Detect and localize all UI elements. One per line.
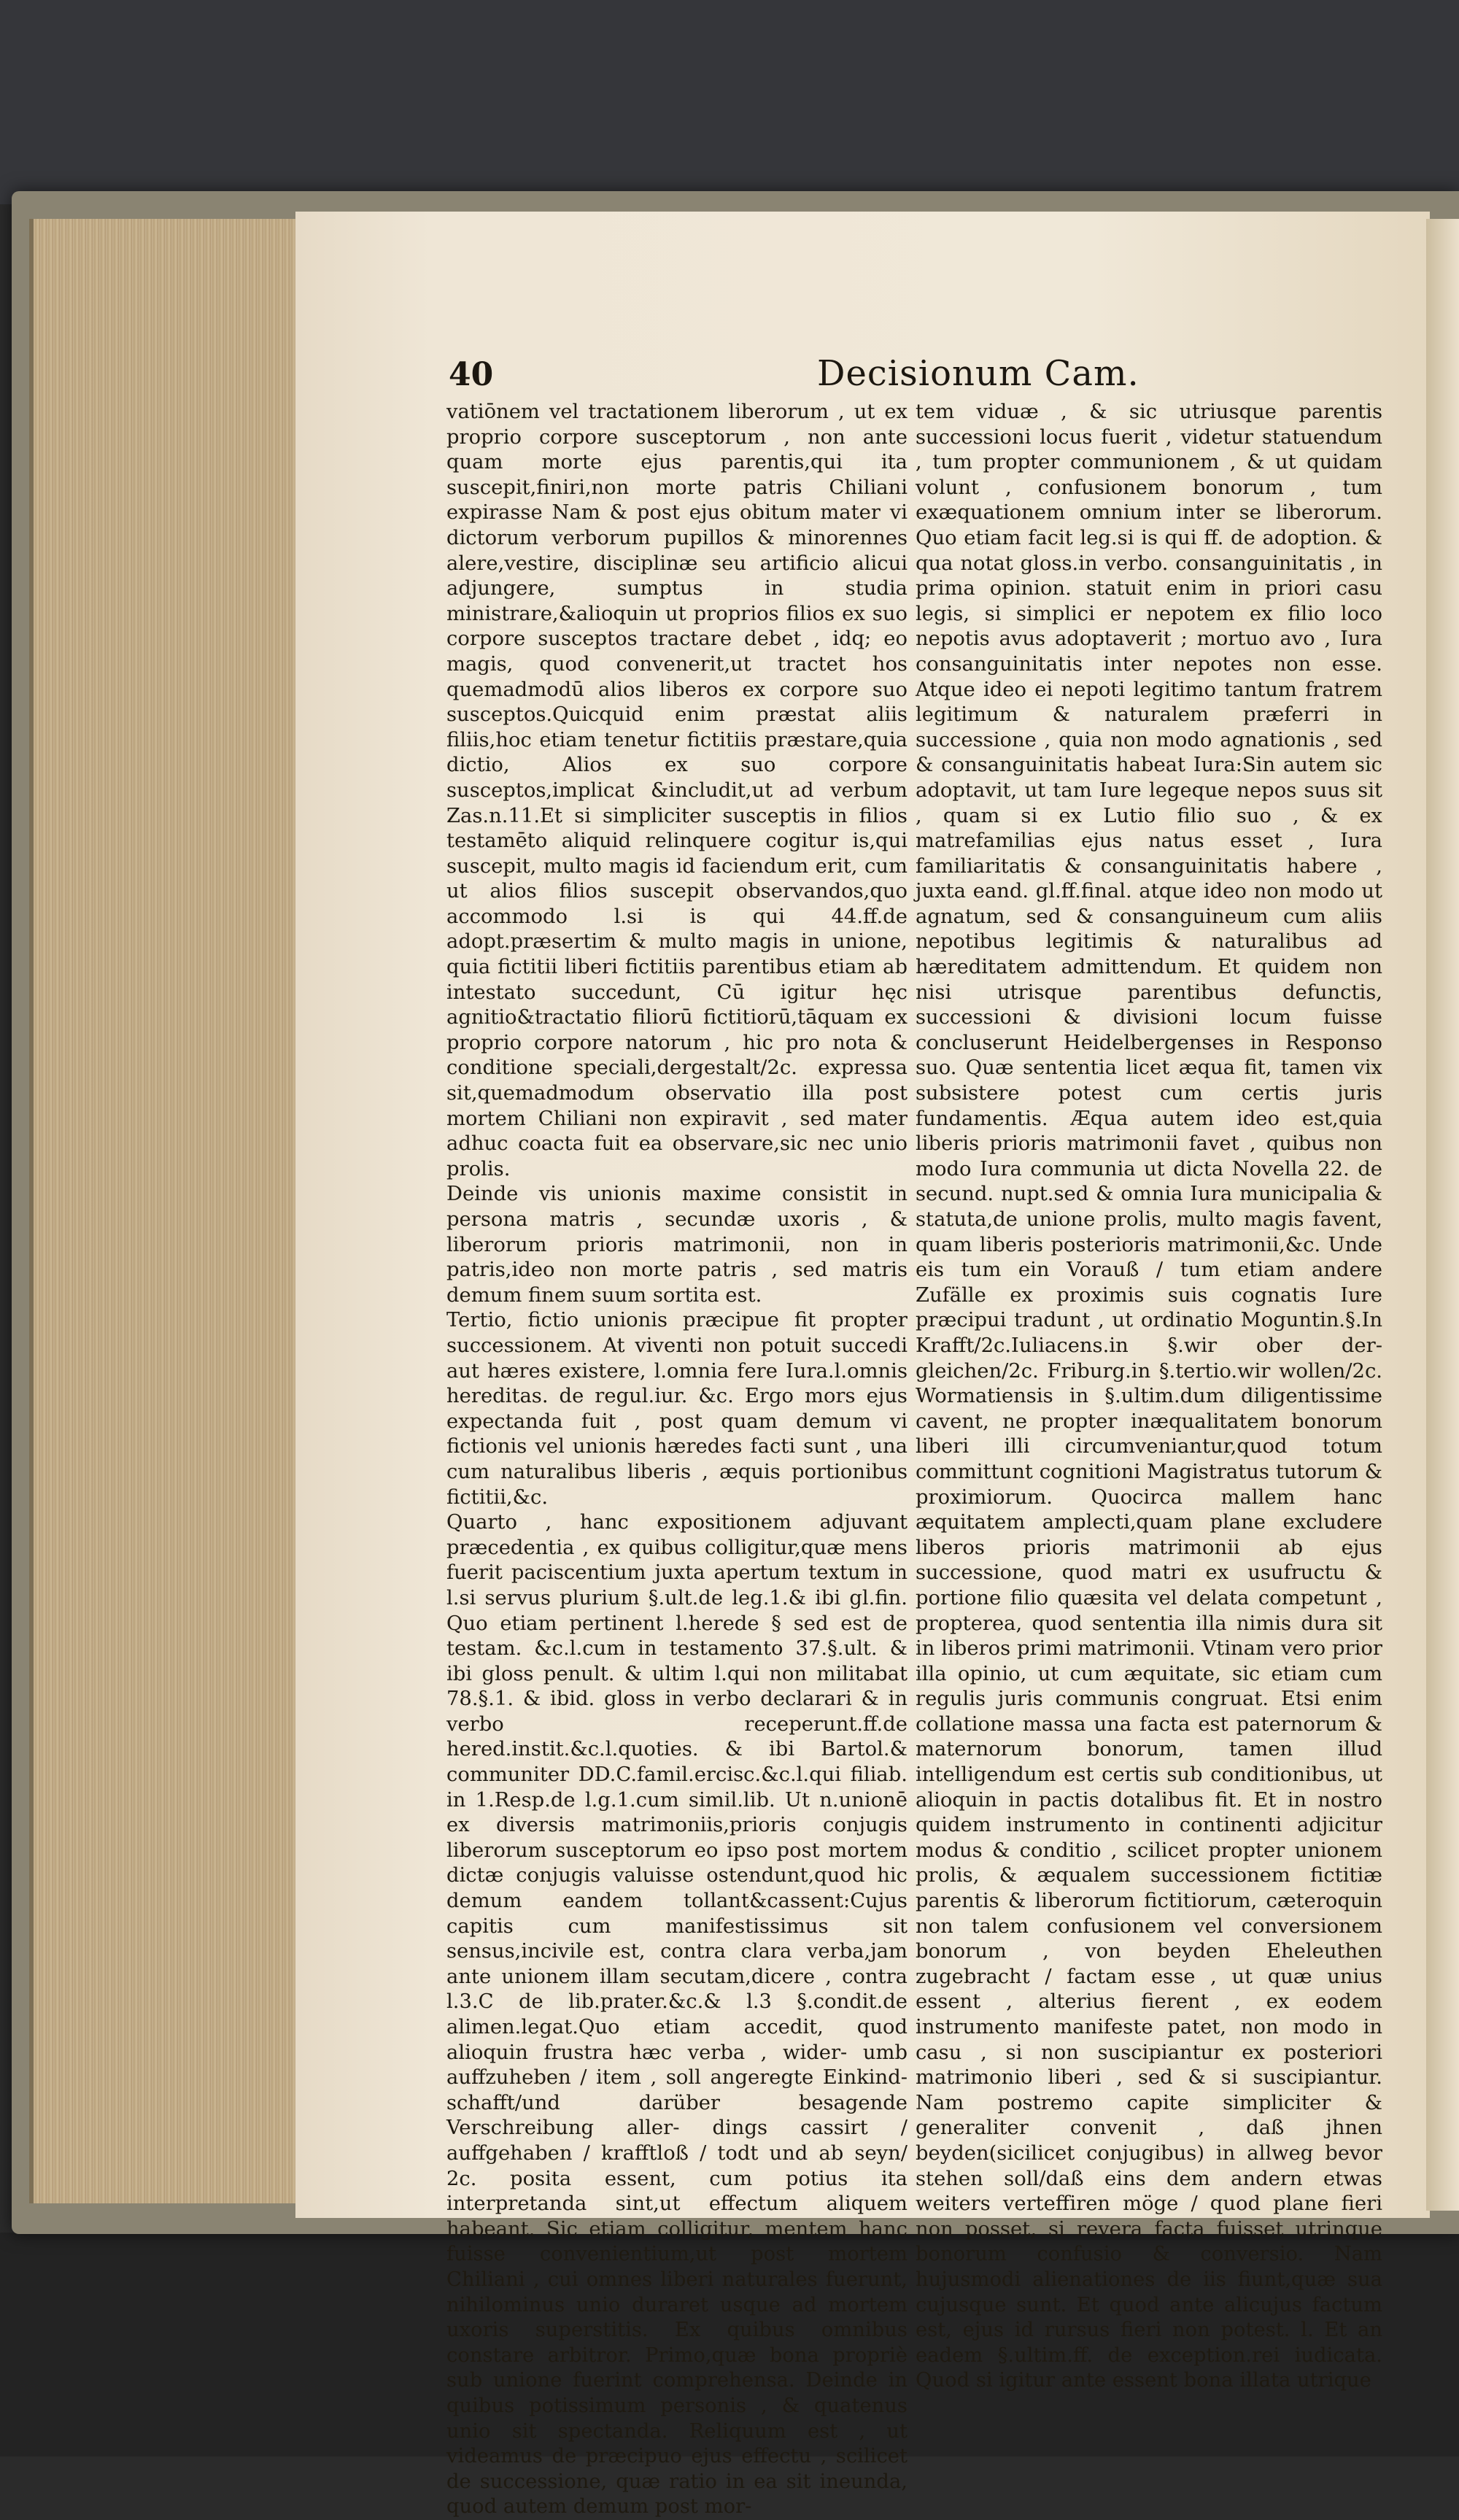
page-edges bbox=[29, 219, 303, 2203]
right-column bbox=[916, 400, 1382, 2392]
left-paragraph-4: Quarto , hanc expositionem adjuvant præcedentia , ex quibus colligitur,quæ mens fuerit paciscentium juxta apertum textum in l.si servus plurium §.ult.de leg.1.& ibi gl.fin. Quo etiam pertinent l.herede § sed est de testam. &c.l.cum in testamento 37.§.ult. & ibi gloss penult. & ultim l.qui non militabat 78.§.1. & ibid. gloss in verbo declarari & in verbo receperunt.ff.de hered.instit.&c.l.quoties. & ibi Bartol.& communiter DD.C.famil.ercisc.&c.l.qui filiab. in 1.Resp.de l.g.1.cum simil.lib. Ut n.unionē ex diversis matrimoniis,prioris conjugis liberorum susceptorum eo ipso post mortem dictæ conjugis valuisse ostendunt,quod hic demum eandem tollant&cassent:Cujus capitis cum manifestissimus sit sensus,incivile est, contra clara verba,jam ante unionem illam secutam,dicere , contra l.3.C de lib.prater.&c.& l.3 §.condit.de alimen.legat.Quo etiam accedit, quod alioquin frustra hæc verba , wider- umb auffzuheben / item , soll angeregte Einkind- schafft/und darüber besagende Verschreibung aller- dings cassirt / auffgehaben / krafftloß / todt und ab seyn/ 2c. posita essent, cum potius ita interpretanda sint,ut effectum aliquem habeant. Sic etiam colligitur, mentem hanc fuisse convenientium,ut post mortem Chiliani , cui omnes liberi naturales fuerunt, nihilominus unio duraret usque ad mortem uxoris superstitis. Ex quibus omnibus constare arbitror. Primo,quæ bona propriè sub unione fuerint comprehensa. Deinde in quibus potissimum personis , & quatenus unio sit spectanda. Reliquum est , ut videamus de præcipuo ejus effectu , scilicet de successione, quæ ratio in ea sit ineunda, quod autem demum post mor- bbox=[446, 1511, 907, 2519]
left-paragraph-3: Tertio, fictio unionis præcipue fit propter successionem. At viventi non potuit succedi aut hæres existere, l.omnia fere Iura.l.omnis hereditas. de regul.iur. &c. Ergo mors ejus expectanda fuit , post quam demum vi fictionis vel unionis hæredes facti sunt , una cum naturalibus liberis , æquis portionibus fictitii,&c. bbox=[446, 1309, 907, 1509]
page-header bbox=[449, 353, 1375, 400]
backdrop-top bbox=[0, 0, 1459, 204]
right-paragraph-1: tem viduæ , & sic utriusque parentis successioni locus fuerit , videtur statuendum , tum propter communionem , & ut quidam volunt , confusionem bonorum , tum exæquationem omnium inter se liberorum. Quo etiam facit leg.si is qui ff. de adoption. & qua notat gloss.in verbo. consanguinitatis , in prima opinion. statuit enim in priori casu legis, si simplici er nepotem ex filio loco nepotis avus adoptaverit ; mortuo avo , Iura consanguinitatis inter nepotes non esse. Atque ideo ei nepoti legitimo tantum fratrem legitimum & naturalem præferri in successione , quia non modo agnationis , sed & consanguinitatis habeat Iura:Sin autem sic adoptavit, ut tam Iure legeque nepos suus sit , quam si ex Lutio filio suo , & ex matrefamilias ejus natus esset , Iura familiaritatis & consanguinitatis habere , juxta eand. gl.ff.final. atque ideo non modo ut agnatum, sed & consanguineum cum aliis nepotibus legitimis & naturalibus ad hæreditatem admittendum. Et quidem non nisi utrisque parentibus defunctis, successioni & divisioni locum fuisse concluserunt Heidelbergenses in Responso suo. Quæ sententia licet æqua fit, tamen vix subsistere potest cum certis juris fundamentis. Æqua autem ideo est,quia liberis prioris matrimonii favet , quibus non modo Iura communia ut dicta Novella 22. de secund. nupt.sed & omnia Iura municipalia & statuta,de unione prolis, multo magis favent, quam liberis posterioris matrimonii,&c. Unde eis tum ein Vorauß / tum etiam andere Zufälle ex proximis suis cognatis Iure præcipui tradunt , ut ordinatio Moguntin.§.In Krafft/2c.Iuliacens.in §.wir ober der- gleichen/2c. Friburg.in §.tertio.wir wollen/2c. Wormatiensis in §.ultim.dum diligentissime cavent, ne propter inæqualitatem bonorum liberi illi circumveniantur,quod totum committunt cognitioni Magistratus tutorum & proximiorum. Quocirca mallem hanc æquitatem amplecti,quam plane excludere liberos prioris matrimonii ab ejus successione, quod matri ex usufructu & portione filio quæsita vel delata competunt , propterea, quod sententia illa nimis dura sit in liberos primi matrimonii. Vtinam vero prior illa opinio, ut cum æquitate, sic etiam cum regulis juris communis congruat. Etsi enim collatione massa una facta est paternorum & maternorum bonorum, tamen illud intelligendum est certis sub conditionibus, ut alioquin in pactis dotalibus fit. Et in nostro quidem instrumento in continenti adjicitur modus & conditio , scilicet propter unionem prolis, & æqualem successionem fictitiæ parentis & liberorum fictitiorum, cæteroquin non talem confusionem vel conversionem bonorum , von beyden Eheleuthen zugebracht / factam esse , ut quæ unius essent , alterius fierent , ex eodem instrumento manifeste patet, non modo in casu , si non suscipiantur ex posteriori matrimonio liberi , sed & si suscipiantur. Nam postremo capite simpliciter & generaliter convenit , daß jhnen beyden(sicilicet conjugibus) in allweg bevor stehen soll/daß eins dem andern etwas weiters verteffiren möge / quod plane fieri non posset, si revera facta fuisset utrinque bonorum confusio & conversio. Nam hujusmodi alienationes de iis fiunt,quæ sua cujusque sunt. Et quod ante alicujus factum est, ejus id rursus fieri non potest. l. Et an eadem §.ultim.ff. de exception.rei iudicata. Quod si igitur ante essent bona illata utrique bbox=[916, 401, 1382, 2392]
left-paragraph-1: vatiōnem vel tractationem liberorum , ut ex proprio corpore susceptorum , non ante quam morte ejus parentis,qui ita suscepit,finiri,non morte patris Chiliani expirasse Nam & post ejus obitum mater vi dictorum verborum pupillos & minorennes alere,vestire, disciplinæ seu artificio alicui adjungere, sumptus in studia ministrare,&alioquin ut proprios filios ex suo corpore susceptos tractare debet , idq; eo magis, quod convenerit,ut tractet hos quemadmodū alios liberos ex corpore suo susceptos.Quicquid enim præstat aliis filiis,hoc etiam tenetur fictitiis præstare,quia dictio, Alios ex suo corpore susceptos,implicat &includit,ut ad verbum Zas.n.11.Et si simpliciter susceptis in filios testamēto aliquid relinquere cogitur is,qui suscepit, multo magis id faciendum erit, cum ut alios filios suscepit observandos,quo accommodo l.si is qui 44.ff.de adopt.præsertim & multo magis in unione, quia fictitii liberi fictitiis parentibus etiam ab intestato succedunt, Cū igitur hęc agnitio&tractatio filiorū fictitiorū,tāquam ex proprio corpore natorum , hic pro nota & conditione speciali,dergestalt/2c. expressa sit,quemadmodum observatio illa post mortem Chiliani non expiravit , sed mater adhuc coacta fuit ea observare,sic nec unio prolis. bbox=[446, 401, 907, 1180]
left-column bbox=[446, 400, 907, 2519]
facing-page-edge bbox=[1426, 219, 1459, 2211]
running-title: Decisionum Cam. bbox=[817, 353, 1139, 394]
page-number: 40 bbox=[449, 356, 494, 393]
left-paragraph-2: Deinde vis unionis maxime consistit in persona matris , secundæ uxoris , & liberorum prioris matrimonii, non in patris,ideo non morte patris , sed matris demum finem suum sortita est. bbox=[446, 1183, 907, 1307]
